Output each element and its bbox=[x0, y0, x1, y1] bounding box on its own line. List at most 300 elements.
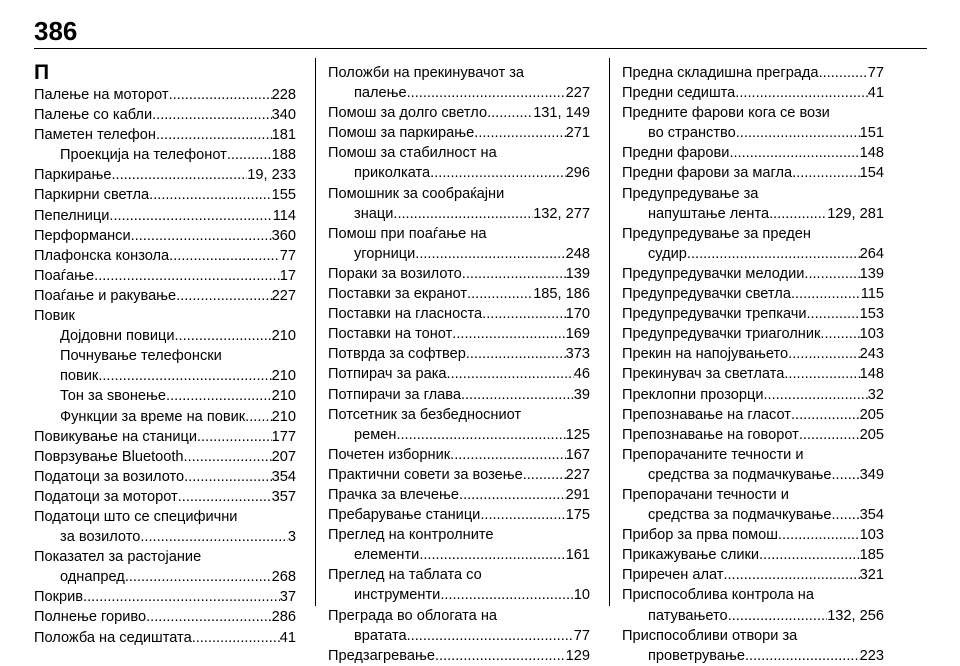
leader-dots bbox=[466, 344, 566, 364]
entry-term: Прачка за влечење bbox=[328, 486, 460, 503]
entry-page-ref: 148 bbox=[859, 366, 884, 383]
leader-dots bbox=[792, 163, 859, 183]
index-entry bbox=[34, 427, 296, 447]
entry-page-ref: 210 bbox=[271, 388, 296, 405]
entry-term: Предните фарови кога се вози bbox=[622, 105, 830, 122]
index-entry bbox=[622, 224, 884, 264]
column-divider-2 bbox=[609, 58, 610, 606]
index-column-2 bbox=[328, 63, 590, 666]
entry-page-ref: 227 bbox=[565, 85, 590, 102]
entry-term: Поставки на гласноста bbox=[328, 306, 483, 323]
entry-page-ref: 37 bbox=[279, 589, 296, 606]
entry-term: Поаѓање и ракување bbox=[34, 287, 177, 304]
leader-dots bbox=[462, 264, 566, 284]
index-entry bbox=[622, 143, 884, 163]
leader-dots bbox=[450, 445, 566, 465]
entry-term: Предна складишна преграда bbox=[622, 65, 819, 81]
index-entry bbox=[622, 63, 884, 83]
entry-page-ref: 10 bbox=[573, 587, 590, 604]
entry-page-ref: 360 bbox=[271, 227, 296, 244]
entry-term: Преграда во облогата на bbox=[328, 607, 498, 624]
entry-term-continued: проветрување bbox=[648, 647, 745, 664]
leader-dots bbox=[178, 487, 272, 507]
leader-dots bbox=[819, 63, 868, 83]
leader-dots bbox=[407, 626, 574, 646]
index-entry bbox=[622, 324, 884, 344]
entry-term: Пепелници bbox=[34, 207, 110, 224]
leader-dots bbox=[131, 226, 272, 246]
entry-term: Функции за време на повик bbox=[60, 408, 246, 425]
leader-dots bbox=[461, 385, 574, 405]
index-entry bbox=[328, 485, 590, 505]
index-entry bbox=[622, 565, 884, 585]
entry-page-ref: 185 bbox=[859, 547, 884, 564]
leader-dots bbox=[832, 505, 860, 525]
index-entry bbox=[328, 465, 590, 485]
entry-page-ref: 271 bbox=[565, 125, 590, 142]
entry-term: Перформанси bbox=[34, 227, 131, 244]
index-entry bbox=[34, 346, 296, 386]
entry-page-ref: 227 bbox=[271, 287, 296, 304]
entry-term: Паметен телефон bbox=[34, 127, 156, 144]
leader-dots bbox=[197, 427, 272, 447]
index-entry bbox=[622, 284, 884, 304]
entry-page-ref: 103 bbox=[859, 527, 884, 544]
entry-page-ref: 132, 256 bbox=[827, 607, 884, 624]
leader-dots bbox=[728, 606, 828, 626]
entry-page-ref: 115 bbox=[860, 286, 884, 303]
entry-page-ref: 155 bbox=[271, 187, 296, 204]
entry-term: Приречен алат bbox=[622, 567, 724, 584]
index-entry bbox=[622, 485, 884, 525]
index-entry bbox=[328, 264, 590, 284]
index-entry bbox=[622, 304, 884, 324]
index-entry bbox=[328, 646, 590, 666]
entry-page-ref: 210 bbox=[271, 408, 296, 425]
leader-dots bbox=[407, 83, 566, 103]
entry-term: Пораки за возилото bbox=[328, 265, 462, 282]
index-entry bbox=[34, 266, 296, 286]
index-entry bbox=[328, 143, 590, 183]
leader-dots bbox=[152, 105, 272, 125]
leader-dots bbox=[166, 386, 272, 406]
entry-term: Предупредувачки трепкачи bbox=[622, 306, 807, 323]
leader-dots bbox=[184, 467, 271, 487]
entry-page-ref: 103 bbox=[859, 326, 884, 343]
entry-term-continued: вратата bbox=[354, 627, 407, 644]
entry-term: Помош за долго светло bbox=[328, 105, 488, 122]
entry-term: Поврзување Bluetooth bbox=[34, 448, 184, 465]
leader-dots bbox=[98, 366, 271, 386]
index-entry bbox=[328, 324, 590, 344]
entry-page-ref: 77 bbox=[867, 65, 884, 81]
index-entry bbox=[34, 607, 296, 627]
index-entry bbox=[34, 587, 296, 607]
entry-term-continued: повик bbox=[60, 368, 99, 385]
index-entry bbox=[34, 386, 296, 406]
entry-term: Повикување на станици bbox=[34, 428, 197, 445]
leader-dots bbox=[125, 567, 272, 587]
index-entry bbox=[328, 224, 590, 264]
entry-page-ref: 175 bbox=[565, 507, 590, 524]
leader-dots bbox=[820, 324, 859, 344]
entry-term: Паркирни светла bbox=[34, 187, 150, 204]
leader-dots bbox=[111, 165, 247, 185]
entry-term: Проекција на телефонот bbox=[60, 147, 227, 164]
index-entry bbox=[622, 525, 884, 545]
index-entry bbox=[34, 286, 296, 306]
entry-term-continued: палење bbox=[354, 85, 407, 102]
entry-term: Повик bbox=[34, 308, 75, 325]
entry-term: Податоци за возилото bbox=[34, 468, 185, 485]
entry-page-ref: 46 bbox=[573, 366, 590, 383]
leader-dots bbox=[83, 587, 280, 607]
entry-page-ref: 17 bbox=[279, 267, 296, 284]
entry-page-ref: 39 bbox=[573, 386, 590, 403]
entry-page-ref: 205 bbox=[859, 406, 884, 423]
entry-page-ref: 125 bbox=[565, 426, 590, 443]
entry-term: Предни фарови за магла bbox=[622, 165, 793, 182]
entry-page-ref: 3 bbox=[287, 529, 296, 546]
entry-page-ref: 223 bbox=[859, 647, 884, 664]
leader-dots bbox=[759, 545, 860, 565]
index-entry bbox=[328, 505, 590, 525]
leader-dots bbox=[192, 628, 280, 648]
entry-page-ref: 210 bbox=[271, 368, 296, 385]
entry-page-ref: 170 bbox=[565, 306, 590, 323]
entry-page-ref: 41 bbox=[867, 85, 884, 102]
entry-term: Полнење гориво bbox=[34, 609, 147, 626]
entry-term: Дојдовни повици bbox=[60, 328, 175, 345]
entry-page-ref: 340 bbox=[271, 107, 296, 124]
entry-page-ref: 210 bbox=[271, 328, 296, 345]
entry-term: Помош за паркирање bbox=[328, 125, 475, 142]
index-entry bbox=[34, 407, 296, 427]
index-entry bbox=[622, 626, 884, 666]
leader-dots bbox=[393, 204, 533, 224]
entry-term-continued: однапред bbox=[60, 569, 125, 586]
entry-page-ref: 188 bbox=[271, 147, 296, 164]
entry-term: Потврда за софтвер bbox=[328, 346, 466, 363]
index-entry bbox=[622, 545, 884, 565]
leader-dots bbox=[487, 103, 533, 123]
entry-term: Палење на моторот bbox=[34, 87, 169, 103]
entry-page-ref: 296 bbox=[565, 165, 590, 182]
entry-term: Палење со кабли bbox=[34, 107, 153, 124]
entry-term: Предупредување за bbox=[622, 185, 759, 202]
index-entry bbox=[622, 585, 884, 625]
index-entry bbox=[34, 487, 296, 507]
leader-dots bbox=[156, 125, 272, 145]
entry-term-continued: патувањето bbox=[648, 607, 728, 624]
entry-term: Потсетник за безбедносниот bbox=[328, 406, 522, 423]
entry-term: Прекинувач за светлата bbox=[622, 366, 785, 383]
index-entry bbox=[328, 304, 590, 324]
index-entry bbox=[622, 83, 884, 103]
entry-term-continued: приколката bbox=[354, 165, 431, 182]
leader-dots bbox=[791, 405, 860, 425]
entry-term: Почнување телефонски bbox=[60, 348, 222, 365]
index-entry bbox=[34, 85, 296, 105]
index-entry bbox=[34, 145, 296, 165]
index-entry bbox=[622, 163, 884, 183]
leader-dots bbox=[769, 204, 827, 224]
entry-page-ref: 268 bbox=[271, 569, 296, 586]
page-number: 386 bbox=[34, 16, 78, 46]
entry-page-ref: 19, 233 bbox=[247, 167, 296, 184]
index-entry bbox=[34, 306, 296, 326]
entry-term: Плафонска конзола bbox=[34, 247, 170, 264]
entry-term: Препознавање на говорот bbox=[622, 426, 799, 443]
index-column-1 bbox=[34, 63, 296, 648]
entry-page-ref: 169 bbox=[565, 326, 590, 343]
entry-term: Предни фарови bbox=[622, 145, 730, 162]
entry-page-ref: 167 bbox=[565, 446, 590, 463]
entry-page-ref: 129, 281 bbox=[827, 205, 884, 222]
leader-dots bbox=[447, 364, 574, 384]
leader-dots bbox=[415, 244, 565, 264]
entry-term: Практични совети за возење bbox=[328, 466, 523, 483]
index-entry bbox=[34, 507, 296, 547]
leader-dots bbox=[807, 304, 860, 324]
entry-page-ref: 131, 149 bbox=[533, 105, 590, 122]
entry-page-ref: 207 bbox=[271, 448, 296, 465]
entry-term: Податоци што се специфични bbox=[34, 508, 238, 525]
entry-term: Почетен изборник bbox=[328, 446, 451, 463]
leader-dots bbox=[146, 607, 272, 627]
entry-term: Положби на прекинувачот за bbox=[328, 65, 524, 81]
entry-page-ref: 77 bbox=[279, 247, 296, 264]
index-entry bbox=[34, 185, 296, 205]
entry-page-ref: 129 bbox=[565, 647, 590, 664]
entry-term: Преклопни прозорци bbox=[622, 386, 764, 403]
index-entry bbox=[34, 547, 296, 587]
leader-dots bbox=[474, 123, 565, 143]
entry-page-ref: 139 bbox=[859, 265, 884, 282]
index-entry bbox=[622, 445, 884, 485]
index-entry bbox=[328, 284, 590, 304]
index-column-3 bbox=[622, 63, 884, 666]
leader-dots bbox=[140, 527, 288, 547]
index-entry bbox=[328, 525, 590, 565]
entry-page-ref: 181 bbox=[271, 127, 296, 144]
entry-term: Предупредување за преден bbox=[622, 225, 811, 242]
entry-term-continued: угорници bbox=[354, 245, 416, 262]
entry-term: Потпирачи за глава bbox=[328, 386, 461, 403]
leader-dots bbox=[184, 447, 272, 467]
leader-dots bbox=[419, 545, 565, 565]
leader-dots bbox=[788, 344, 859, 364]
entry-page-ref: 114 bbox=[272, 207, 296, 224]
leader-dots bbox=[149, 185, 271, 205]
leader-dots bbox=[723, 565, 859, 585]
index-entry bbox=[328, 606, 590, 646]
entry-term-continued: средства за подмачкување bbox=[648, 507, 832, 524]
entry-term: Помош за стабилност на bbox=[328, 145, 497, 162]
entry-page-ref: 286 bbox=[271, 609, 296, 626]
entry-term: Поставки на тонот bbox=[328, 326, 453, 343]
index-entry bbox=[622, 264, 884, 284]
leader-dots bbox=[832, 465, 860, 485]
index-entry bbox=[622, 103, 884, 143]
leader-dots bbox=[523, 465, 566, 485]
entry-term: Прекин на напојувањето bbox=[622, 346, 789, 363]
entry-term-continued: судир bbox=[648, 245, 687, 262]
entry-page-ref: 32 bbox=[867, 386, 884, 403]
entry-term-continued: во странство bbox=[648, 125, 736, 142]
entry-page-ref: 151 bbox=[859, 125, 884, 142]
entry-term-continued: инструменти bbox=[354, 587, 441, 604]
index-entry bbox=[328, 184, 590, 224]
column-divider-1 bbox=[315, 58, 316, 606]
index-entry bbox=[622, 364, 884, 384]
entry-term: Помошник за сообраќајни bbox=[328, 185, 505, 202]
index-entry bbox=[34, 467, 296, 487]
entry-term: Приспособливи отвори за bbox=[622, 627, 798, 644]
entry-term: Прикажување слики bbox=[622, 547, 760, 564]
leader-dots bbox=[467, 284, 533, 304]
index-entry bbox=[328, 344, 590, 364]
index-entry bbox=[34, 246, 296, 266]
index-entry bbox=[328, 63, 590, 103]
leader-dots bbox=[176, 286, 271, 306]
index-entry bbox=[328, 445, 590, 465]
entry-page-ref: 373 bbox=[565, 346, 590, 363]
index-entry bbox=[34, 326, 296, 346]
leader-dots bbox=[175, 326, 272, 346]
leader-dots bbox=[763, 385, 867, 405]
entry-page-ref: 132, 277 bbox=[533, 205, 590, 222]
leader-dots bbox=[804, 264, 859, 284]
leader-dots bbox=[396, 425, 565, 445]
index-entry bbox=[328, 103, 590, 123]
section-letter: П bbox=[34, 61, 50, 84]
leader-dots bbox=[482, 304, 565, 324]
entry-page-ref: 153 bbox=[859, 306, 884, 323]
entry-term: Предупредувачки триаголник bbox=[622, 326, 821, 343]
entry-page-ref: 349 bbox=[859, 466, 884, 483]
entry-page-ref: 243 bbox=[859, 346, 884, 363]
entry-term-continued: за возилото bbox=[60, 529, 141, 546]
entry-term: Предупредувачки светла bbox=[622, 286, 791, 303]
entry-term: Покрив bbox=[34, 589, 84, 606]
leader-dots bbox=[440, 585, 573, 605]
index-entry bbox=[622, 385, 884, 405]
entry-page-ref: 139 bbox=[565, 265, 590, 282]
entry-page-ref: 177 bbox=[271, 428, 296, 445]
index-entry bbox=[34, 165, 296, 185]
leader-dots bbox=[687, 244, 860, 264]
leader-dots bbox=[736, 123, 860, 143]
entry-term: Предупредувачки мелодии bbox=[622, 265, 805, 282]
entry-term: Податоци за моторот bbox=[34, 488, 178, 505]
header-rule bbox=[34, 48, 927, 49]
entry-page-ref: 354 bbox=[271, 468, 296, 485]
index-entry bbox=[34, 206, 296, 226]
index-entry bbox=[328, 385, 590, 405]
entry-term-continued: средства за подмачкување bbox=[648, 466, 832, 483]
entry-term: Прибор за прва помош bbox=[622, 527, 778, 544]
index-entry bbox=[34, 447, 296, 467]
entry-term: Помош при поаѓање на bbox=[328, 225, 487, 242]
index-entry bbox=[622, 184, 884, 224]
entry-term: Преглед на контролните bbox=[328, 527, 494, 544]
index-entry bbox=[34, 125, 296, 145]
entry-term: Показател за растојание bbox=[34, 549, 202, 566]
leader-dots bbox=[430, 163, 565, 183]
leader-dots bbox=[169, 246, 280, 266]
entry-page-ref: 185, 186 bbox=[533, 286, 590, 303]
leader-dots bbox=[784, 364, 859, 384]
entry-term-continued: елементи bbox=[354, 547, 420, 564]
leader-dots bbox=[778, 525, 860, 545]
entry-page-ref: 227 bbox=[565, 466, 590, 483]
leader-dots bbox=[799, 425, 860, 445]
entry-term: Предзагревање bbox=[328, 647, 435, 664]
entry-page-ref: 148 bbox=[859, 145, 884, 162]
entry-page-ref: 41 bbox=[279, 629, 296, 646]
index-entry bbox=[622, 425, 884, 445]
index-entry bbox=[328, 364, 590, 384]
index-entry bbox=[328, 565, 590, 605]
entry-term: Положба на седиштата bbox=[34, 629, 192, 646]
entry-page-ref: 321 bbox=[859, 567, 884, 584]
entry-term: Паркирање bbox=[34, 167, 112, 184]
leader-dots bbox=[245, 407, 271, 427]
leader-dots bbox=[729, 143, 859, 163]
entry-term: Препознавање на гласот bbox=[622, 406, 791, 423]
index-entry bbox=[622, 405, 884, 425]
entry-term-continued: знаци bbox=[354, 205, 394, 222]
entry-term: Потпирач за рака bbox=[328, 366, 447, 383]
entry-page-ref: 264 bbox=[859, 245, 884, 262]
entry-term: Препорачани течности и bbox=[622, 486, 789, 503]
entry-term: Препорачаните течности и bbox=[622, 446, 804, 463]
entry-page-ref: 357 bbox=[271, 488, 296, 505]
entry-term: Поставки за екранот bbox=[328, 286, 468, 303]
entry-page-ref: 161 bbox=[565, 547, 590, 564]
entry-page-ref: 154 bbox=[859, 165, 884, 182]
entry-term: Приспособлива контрола на bbox=[622, 587, 814, 604]
index-entry bbox=[34, 105, 296, 125]
entry-term: Преглед на таблата со bbox=[328, 567, 482, 584]
leader-dots bbox=[745, 646, 860, 666]
entry-page-ref: 228 bbox=[271, 87, 296, 103]
entry-term: Поаѓање bbox=[34, 267, 95, 284]
leader-dots bbox=[791, 284, 861, 304]
entry-term-continued: напуштање лента bbox=[648, 205, 770, 222]
leader-dots bbox=[169, 85, 272, 105]
index-entry bbox=[328, 405, 590, 445]
entry-term: Тон за ѕвонење bbox=[60, 388, 167, 405]
leader-dots bbox=[435, 646, 566, 666]
entry-page-ref: 248 bbox=[565, 245, 590, 262]
index-entry bbox=[34, 628, 296, 648]
leader-dots bbox=[227, 145, 272, 165]
leader-dots bbox=[459, 485, 566, 505]
index-entry bbox=[622, 344, 884, 364]
entry-page-ref: 205 bbox=[859, 426, 884, 443]
leader-dots bbox=[735, 83, 867, 103]
leader-dots bbox=[452, 324, 565, 344]
entry-page-ref: 77 bbox=[573, 627, 590, 644]
entry-page-ref: 291 bbox=[565, 486, 590, 503]
leader-dots bbox=[94, 266, 280, 286]
leader-dots bbox=[480, 505, 565, 525]
entry-term: Предни седишта bbox=[622, 85, 736, 102]
index-entry bbox=[328, 123, 590, 143]
entry-term: Пребарување станици bbox=[328, 507, 481, 524]
